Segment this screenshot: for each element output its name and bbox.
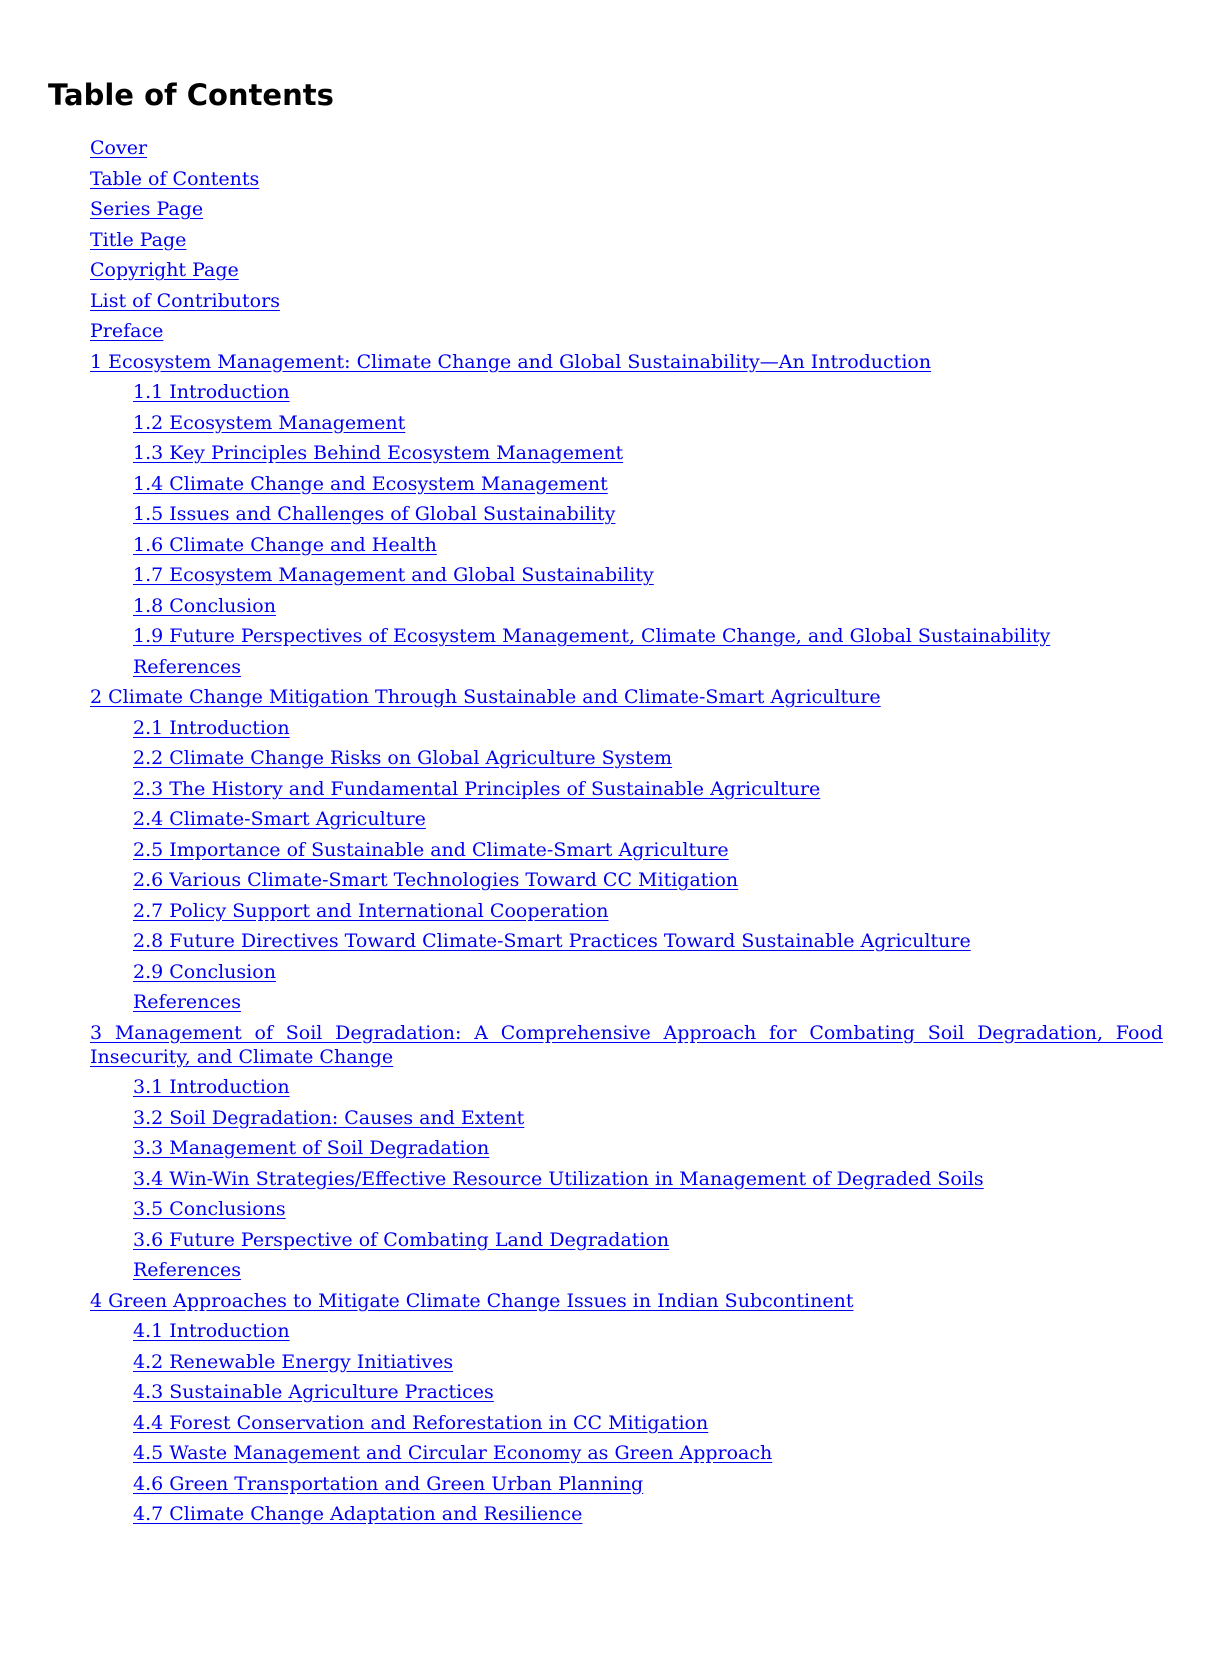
toc-entry xyxy=(90,197,1163,221)
toc-link[interactable]: 3.1 Introduction xyxy=(133,1076,290,1098)
toc-entry xyxy=(90,472,1163,496)
toc-entry xyxy=(90,1021,1163,1069)
toc-link[interactable]: 3.6 Future Perspective of Combating Land Degradation xyxy=(133,1228,670,1251)
toc-link[interactable]: 1.6 Climate Change and Health xyxy=(133,533,437,556)
toc-link[interactable]: 3 Management of Soil Degradation: A Comprehensive Approach for Combating Soil Degradation, Food Insecurity, and Climate Change xyxy=(90,1021,1163,1068)
toc-entry xyxy=(90,990,1163,1014)
toc-entry xyxy=(90,1441,1163,1465)
toc-entry xyxy=(90,1411,1163,1435)
toc-link[interactable]: 4.1 Introduction xyxy=(133,1320,290,1342)
toc-link[interactable]: 2.7 Policy Support and International Cooperation xyxy=(133,899,609,922)
toc-link[interactable]: 2.2 Climate Change Risks on Global Agriculture System xyxy=(133,747,673,769)
toc-link[interactable]: 4.7 Climate Change Adaptation and Resilience xyxy=(133,1503,583,1525)
toc-link[interactable]: 4.2 Renewable Energy Initiatives xyxy=(133,1350,454,1373)
toc-entry xyxy=(90,136,1163,160)
toc-link[interactable]: References xyxy=(133,655,242,678)
toc-link[interactable]: 2.5 Importance of Sustainable and Climate-Smart Agriculture xyxy=(133,838,729,861)
toc-link[interactable]: 2.9 Conclusion xyxy=(133,960,276,983)
toc-link[interactable]: References xyxy=(133,1259,242,1281)
toc-entry xyxy=(90,746,1163,770)
toc-entry xyxy=(90,289,1163,313)
toc-entry xyxy=(90,624,1163,648)
toc-link[interactable]: 2.8 Future Directives Toward Climate-Smart Practices Toward Sustainable Agriculture xyxy=(133,930,971,952)
toc-link[interactable]: 2.6 Various Climate-Smart Technologies Toward CC Mitigation xyxy=(133,869,739,891)
toc-entry xyxy=(90,441,1163,465)
toc-entry xyxy=(90,1258,1163,1282)
toc-entry xyxy=(90,1380,1163,1404)
toc-entry xyxy=(90,1350,1163,1374)
toc-link[interactable]: References xyxy=(133,991,242,1013)
toc-link[interactable]: 1.8 Conclusion xyxy=(133,594,276,617)
toc-link[interactable]: Copyright Page xyxy=(90,259,239,281)
toc-entry xyxy=(90,1289,1163,1313)
toc-entry xyxy=(90,929,1163,953)
page-title: Table of Contents xyxy=(48,78,334,112)
toc-entry xyxy=(90,1502,1163,1526)
toc-entry xyxy=(90,1106,1163,1130)
toc-link[interactable]: 1.7 Ecosystem Management and Global Sustainability xyxy=(133,564,654,586)
toc-link[interactable]: 1 Ecosystem Management: Climate Change and Global Sustainability—An Introduction xyxy=(90,350,932,373)
toc-link[interactable]: Preface xyxy=(90,320,164,342)
toc-entry xyxy=(90,899,1163,923)
toc-link[interactable]: 3.4 Win-Win Strategies/Effective Resource Utilization in Management of Degraded Soils xyxy=(133,1167,984,1190)
page xyxy=(0,76,1224,1660)
toc-entry xyxy=(90,1136,1163,1160)
toc-entry xyxy=(90,716,1163,740)
toc-entry xyxy=(90,228,1163,252)
toc-link[interactable]: 1.2 Ecosystem Management xyxy=(133,411,406,434)
toc-entry xyxy=(90,1472,1163,1496)
toc-link[interactable]: 4.5 Waste Management and Circular Economy as Green Approach xyxy=(133,1442,773,1464)
toc-entry xyxy=(90,777,1163,801)
toc-entry xyxy=(90,1319,1163,1343)
toc-entry xyxy=(90,167,1163,191)
toc-entry xyxy=(90,1228,1163,1252)
toc-link[interactable]: 2.3 The History and Fundamental Principles of Sustainable Agriculture xyxy=(133,777,821,800)
toc-entry xyxy=(90,1075,1163,1099)
toc-link[interactable]: 1.1 Introduction xyxy=(133,381,290,403)
toc-entry xyxy=(90,1167,1163,1191)
toc-link[interactable]: Title Page xyxy=(90,228,187,251)
toc-link[interactable]: Cover xyxy=(90,137,148,159)
toc-link[interactable]: 3.3 Management of Soil Degradation xyxy=(133,1137,490,1159)
toc-link[interactable]: 1.5 Issues and Challenges of Global Sustainability xyxy=(133,503,616,525)
toc-entry xyxy=(90,380,1163,404)
toc-entry xyxy=(90,350,1163,374)
toc-entry xyxy=(90,502,1163,526)
toc-link[interactable]: 2 Climate Change Mitigation Through Sustainable and Climate-Smart Agriculture xyxy=(90,686,881,708)
toc-entry xyxy=(90,411,1163,435)
toc-entry xyxy=(90,533,1163,557)
toc-link[interactable]: 4.4 Forest Conservation and Reforestation in CC Mitigation xyxy=(133,1411,709,1434)
toc-entry xyxy=(90,1197,1163,1221)
toc-link[interactable]: 1.3 Key Principles Behind Ecosystem Management xyxy=(133,442,624,464)
toc-link[interactable]: 3.2 Soil Degradation: Causes and Extent xyxy=(133,1106,525,1129)
toc-entry xyxy=(90,563,1163,587)
toc-entry xyxy=(90,838,1163,862)
toc-entry xyxy=(90,960,1163,984)
toc-entry xyxy=(90,594,1163,618)
toc-entry xyxy=(90,655,1163,679)
toc-link[interactable]: Table of Contents xyxy=(90,167,260,190)
toc-link[interactable]: List of Contributors xyxy=(90,289,280,312)
toc-link[interactable]: 2.1 Introduction xyxy=(133,716,290,739)
toc-link[interactable]: 1.9 Future Perspectives of Ecosystem Management, Climate Change, and Global Sustainability xyxy=(133,625,1051,647)
toc-link[interactable]: 1.4 Climate Change and Ecosystem Management xyxy=(133,472,608,495)
toc-entry xyxy=(90,258,1163,282)
toc-link[interactable]: 4 Green Approaches to Mitigate Climate Change Issues in Indian Subcontinent xyxy=(90,1289,854,1312)
toc-entry xyxy=(90,685,1163,709)
toc-link[interactable]: 3.5 Conclusions xyxy=(133,1198,286,1220)
toc-link[interactable]: 4.3 Sustainable Agriculture Practices xyxy=(133,1381,494,1403)
toc-entry xyxy=(90,868,1163,892)
toc-entry xyxy=(90,807,1163,831)
toc-list xyxy=(90,136,1163,1526)
toc-link[interactable]: 2.4 Climate-Smart Agriculture xyxy=(133,808,426,830)
toc-entry xyxy=(90,319,1163,343)
toc-link[interactable]: 4.6 Green Transportation and Green Urban Planning xyxy=(133,1472,644,1495)
toc-link[interactable]: Series Page xyxy=(90,198,204,220)
